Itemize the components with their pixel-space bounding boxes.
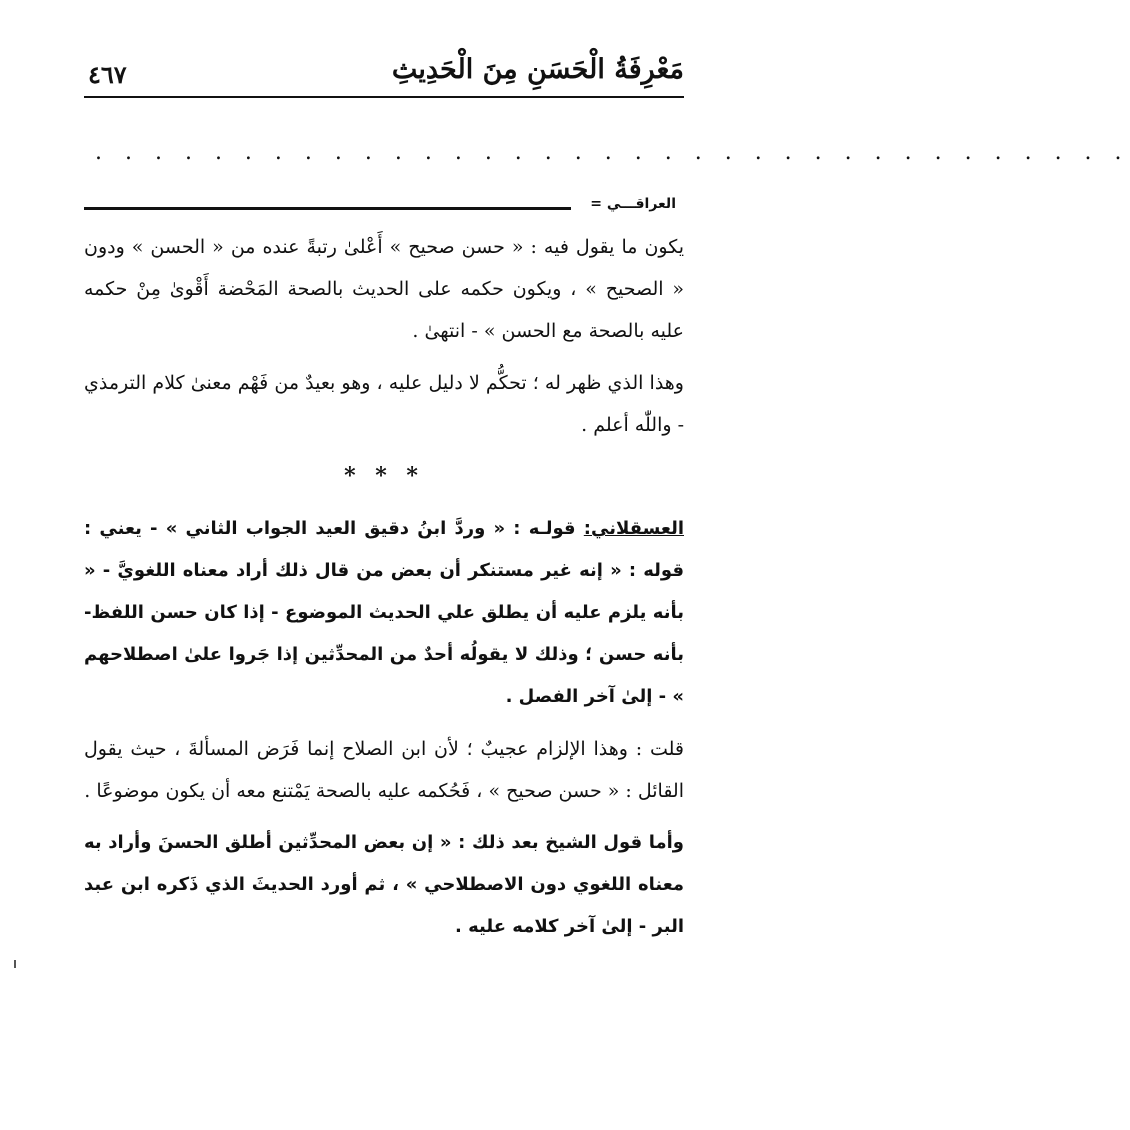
section-separator: * * *	[344, 463, 424, 489]
page-number: ٤٦٧	[88, 60, 127, 89]
paragraph-1: يكون ما يقول فيه : « حسن صحيح » أَعْلىٰ رتبةً عنده من « الحسن » ودون « الصحيح » ، ويكون حكمه على الحديث بالصحة المَحْضة أَقْوىٰ مِنْ حكمه عليه بالصحة مع الحسن » - انتهىٰ .	[84, 236, 684, 342]
running-header	[84, 52, 684, 96]
paragraph-3	[84, 508, 684, 718]
paragraph-2: وهذا الذي ظهر له ؛ تحكُّم لا دليل عليه ، وهو بعيدٌ من فَهْم معنىٰ كلام الترمذي - واللّٰه أعلم .	[84, 372, 684, 436]
header-rule	[84, 96, 684, 98]
body-text	[84, 226, 684, 958]
commentator-label: العسقلاني:	[583, 518, 684, 539]
paragraph-3-text: قولـه : « وردَّ ابنُ دقيق العيد الجواب الثاني » - يعني : قوله : « إنه غير مستنكر أن بعض من قال ذلك أراد معناه اللغويَّ - « بأنه يلزم عليه أن يطلق علي الحديث الموضوع - إذا كان حسن اللفظ- بأنه حسن ؛ وذلك لا يقولُه أحدٌ من المحدِّثين إذا جَروا علىٰ اصطلاحهم » - إلىٰ آخر الفصل .	[84, 518, 684, 707]
paragraph-4: قلت : وهذا الإلزام عجيبٌ ؛ لأن ابن الصلاح إنما فَرَض المسألةَ ، حيث يقول القائل : « حسن صحيح » ، فَحُكمه عليه بالصحة يَمْتنع معه أن يكون موضوعًا .	[84, 738, 684, 802]
source-rule	[84, 207, 571, 210]
scan-mark	[14, 960, 16, 968]
header-title: مَعْرِفَةُ الْحَسَنِ مِنَ الْحَدِيثِ	[391, 54, 684, 85]
source-label: العراقـــي =	[590, 196, 676, 212]
source-label-row	[84, 196, 684, 220]
omission-dots: . . . . . . . . . . . . . . . . . . . . . . . . . . . . . . . . . . .	[95, 140, 1130, 165]
paragraph-5: وأما قول الشيخ بعد ذلك : « إن بعض المحدِّثين أطلق الحسنَ وأراد به معناه اللغوي دون الاصطلاحي » ، ثم أورد الحديثَ الذي ذَكره ابن عبد البر - إلىٰ آخر كلامه عليه .	[84, 832, 684, 937]
